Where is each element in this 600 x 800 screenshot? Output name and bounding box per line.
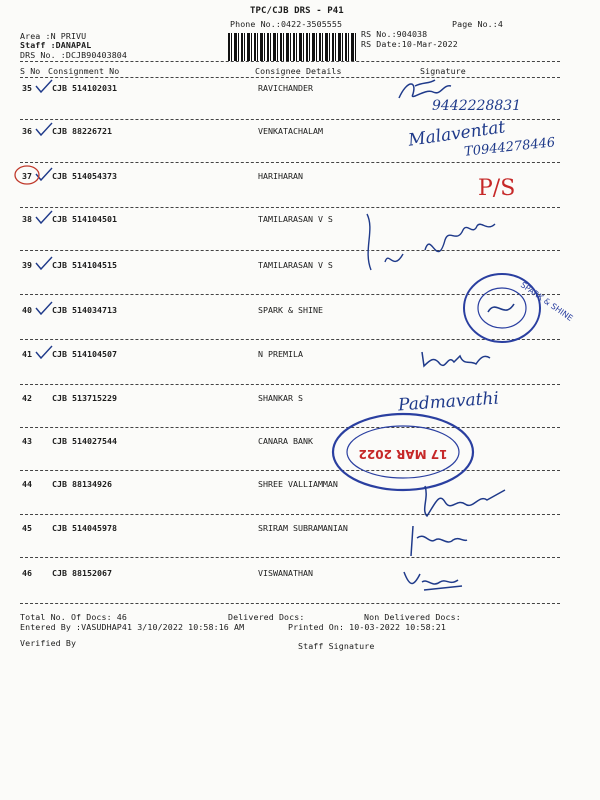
row-consignee: HARIHARAN	[258, 171, 303, 181]
spark-shine-stamp	[458, 268, 575, 348]
printed-on: Printed On: 10-03-2022 10:58:21	[288, 622, 446, 632]
drs-number: DRS No. :DCJB90403804	[20, 50, 127, 60]
row-consignment: CJB 88152067	[52, 568, 112, 578]
row-consignee: TAMILARASAN V S	[258, 214, 333, 224]
row-divider	[20, 384, 560, 385]
row-sno: 40	[22, 305, 32, 315]
row-consignment: CJB 514034713	[52, 305, 117, 315]
header-divider	[20, 61, 560, 62]
tick-mark-icon	[35, 345, 53, 359]
col-signature: Signature	[420, 66, 466, 76]
staff-signature: Staff Signature	[298, 641, 375, 651]
tick-mark-icon	[35, 210, 53, 224]
row-consignee: VISWANATHAN	[258, 568, 313, 578]
stamp-spark-text: SPARK & SHINE	[518, 280, 575, 323]
row-consignee: CANARA BANK	[258, 436, 313, 446]
row-consignee: VENKATACHALAM	[258, 126, 323, 136]
row-divider	[20, 427, 560, 428]
area-field: Area :N PRIVU	[20, 31, 87, 41]
row-consignee: SHANKAR S	[258, 393, 303, 403]
row-divider	[20, 207, 560, 208]
row-sno: 43	[22, 436, 32, 446]
phone-number: Phone No.:0422-3505555	[230, 19, 343, 29]
row-consignee: N PREMILA	[258, 349, 303, 359]
handwritten-name-36: Malaventat	[407, 117, 507, 151]
row-sno: 41	[22, 349, 32, 359]
rs-date: RS Date:10-Mar-2022	[361, 39, 458, 49]
row-consignment: CJB 514102031	[52, 83, 117, 93]
handwritten-phone-35: 9442228831	[432, 98, 522, 114]
table-row	[0, 214, 600, 254]
verified-by: Verified By	[20, 638, 77, 648]
row-consignment: CJB 514104501	[52, 214, 117, 224]
tick-mark-icon	[35, 301, 53, 315]
row-sno: 38	[22, 214, 32, 224]
row-consignment: CJB 514104515	[52, 260, 117, 270]
column-divider	[20, 77, 560, 78]
col-consignment: Consignment No	[48, 66, 120, 76]
row-sno: 44	[22, 479, 32, 489]
total-docs: Total No. Of Docs: 46	[20, 612, 127, 622]
col-sno: S No	[20, 66, 41, 76]
row-consignee: SPARK & SHINE	[258, 305, 323, 315]
row-sno: 46	[22, 568, 32, 578]
col-consignee: Consignee Details	[255, 66, 342, 76]
page-number: Page No.:4	[452, 19, 503, 29]
handwritten-name-42: Padmavathi	[397, 388, 500, 416]
barcode	[228, 33, 356, 61]
row-consignee: SHREE VALLIAMMAN	[258, 479, 338, 489]
row-consignment: CJB 514027544	[52, 436, 117, 446]
row-consignment: CJB 513715229	[52, 393, 117, 403]
tick-mark-icon	[35, 79, 53, 93]
row-consignment: CJB 88134926	[52, 479, 112, 489]
signature-premila-icon	[418, 346, 498, 372]
signature-valliamman-icon	[415, 480, 525, 520]
tick-mark-icon	[35, 256, 53, 270]
row-consignment: CJB 514045978	[52, 523, 117, 533]
delivered-docs: Delivered Docs:	[228, 612, 305, 622]
row-divider	[20, 470, 560, 471]
handwritten-note-37: P/S	[478, 176, 516, 201]
row-sno: 37	[22, 171, 32, 181]
row-consignment: CJB 514054373	[52, 171, 117, 181]
entered-by: Entered By :VASUDHAP41 3/10/2022 10:58:16 AM	[20, 622, 245, 632]
row-divider	[20, 162, 560, 163]
row-sno: 42	[22, 393, 32, 403]
row-sno: 36	[22, 126, 32, 136]
row-sno: 45	[22, 523, 32, 533]
row-consignee: RAVICHANDER	[258, 83, 313, 93]
signature-viswanathan-icon	[400, 566, 470, 594]
staff-field: Staff :DANAPAL	[20, 40, 92, 50]
row-divider	[20, 603, 560, 604]
row-divider	[20, 557, 560, 558]
row-sno: 35	[22, 83, 32, 93]
table-row	[0, 568, 600, 608]
circle-mark-icon	[12, 163, 42, 187]
row-sno: 39	[22, 260, 32, 270]
tick-mark-icon	[35, 122, 53, 136]
row-consignee: TAMILARASAN V S	[258, 260, 333, 270]
handwritten-phone-36: T0944278446	[463, 135, 556, 160]
stamp-date-text: 17 MAR 2022	[358, 447, 448, 461]
document-title: TPC/CJB DRS - P41	[250, 6, 344, 16]
row-consignment: CJB 514104507	[52, 349, 117, 359]
row-consignee: SRIRAM SUBRAMANIAN	[258, 523, 348, 533]
table-row	[0, 349, 600, 389]
row-consignment: CJB 88226721	[52, 126, 112, 136]
signature-sriram-icon	[405, 522, 475, 562]
non-delivered-docs: Non Delivered Docs:	[364, 612, 461, 622]
rs-number: RS No.:904038	[361, 29, 428, 39]
